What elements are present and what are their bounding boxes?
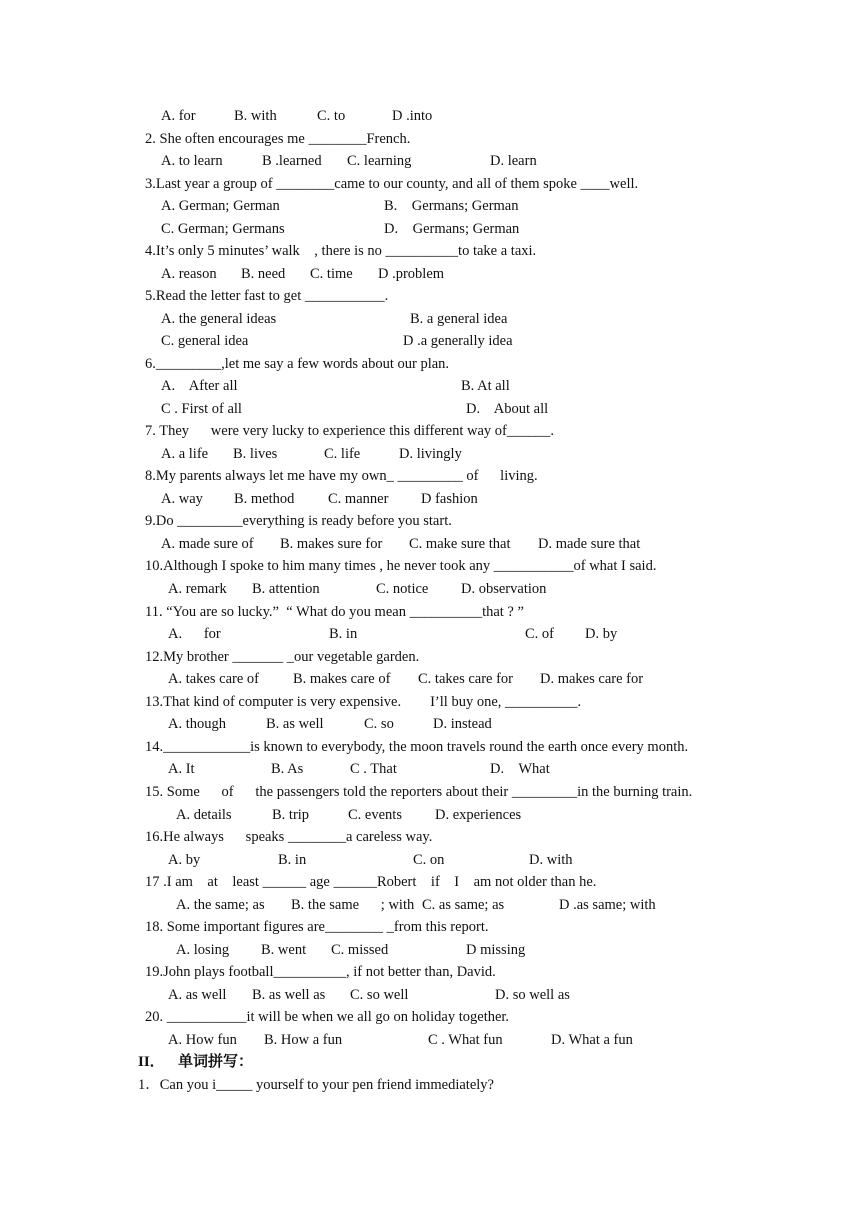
q5-option-c: C. general idea xyxy=(161,333,249,349)
q19-stem: 19.John plays football__________, if not better than, David. xyxy=(145,964,496,980)
q1-option-c: C. to xyxy=(317,108,346,124)
q13-option-a: A. though xyxy=(168,716,226,732)
q7-option-d: D. livingly xyxy=(399,446,462,462)
q14-option-a: A. It xyxy=(168,761,195,777)
q12-option-b: B. makes care of xyxy=(293,671,391,687)
q8-stem: 8.My parents always let me have my own_ _________ of living. xyxy=(145,468,538,484)
q20-option-d: D. What a fun xyxy=(551,1032,633,1048)
q6-option-b: B. At all xyxy=(461,378,510,394)
q14-stem: 14.____________is known to everybody, the moon travels round the earth once every month. xyxy=(145,739,689,755)
section-2-number: II． xyxy=(138,1054,165,1070)
q2-option-a: A. to learn xyxy=(161,153,223,169)
q15-option-a: A. details xyxy=(176,807,232,823)
q8-option-a: A. way xyxy=(161,491,203,507)
q6-option-c: C . First of all xyxy=(161,401,242,417)
q20-stem: 20. ___________it will be when we all go on holiday together. xyxy=(145,1009,510,1025)
q19-option-b: B. as well as xyxy=(252,987,326,1003)
q13-option-b: B. as well xyxy=(266,716,324,732)
q17-option-a: A. the same; as xyxy=(176,897,265,913)
q16-stem: 16.He always speaks ________a careless way. xyxy=(145,829,433,845)
q15-stem: 15. Some of the passengers told the reporters about their _________in the burning train. xyxy=(145,784,693,800)
q5-stem: 5.Read the letter fast to get ___________. xyxy=(145,288,389,304)
q11-stem: 11. “You are so lucky.” “ What do you mean __________that ? ” xyxy=(145,604,524,620)
q10-option-c: C. notice xyxy=(376,581,429,597)
q15-option-d: D. experiences xyxy=(435,807,522,823)
q2-option-c: C. learning xyxy=(347,153,412,169)
q9-option-c: C. make sure that xyxy=(409,536,511,552)
q14-option-d: D. What xyxy=(490,761,550,777)
q20-option-c: C . What fun xyxy=(428,1032,503,1048)
section-2-title: 单词拼写： xyxy=(178,1054,254,1070)
q4-option-d: D .problem xyxy=(378,266,445,282)
q6-stem: 6._________,let me say a few words about our plan. xyxy=(145,356,450,372)
q16-option-d: D. with xyxy=(529,852,573,868)
q17-option-c: C. as same; as xyxy=(422,897,505,913)
q8-option-d: D fashion xyxy=(421,491,478,507)
q6-option-a: A. After all xyxy=(161,378,238,394)
q13-option-c: C. so xyxy=(364,716,394,732)
q6-option-d: D. About all xyxy=(466,401,549,417)
q9-option-a: A. made sure of xyxy=(161,536,254,552)
q4-option-b: B. need xyxy=(241,266,286,282)
q1-option-d: D .into xyxy=(392,108,433,124)
q11-option-b: B. in xyxy=(329,626,358,642)
q5-option-a: A. the general ideas xyxy=(161,311,277,327)
q4-option-a: A. reason xyxy=(161,266,217,282)
q16-option-c: C. on xyxy=(413,852,445,868)
q10-stem: 10.Although I spoke to him many times , he never took any ___________of what I said. xyxy=(145,558,657,574)
q1-option-b: B. with xyxy=(234,108,277,124)
q19-option-d: D. so well as xyxy=(495,987,570,1003)
q19-option-a: A. as well xyxy=(168,987,227,1003)
q12-option-a: A. takes care of xyxy=(168,671,259,687)
q11-option-a: A. for xyxy=(168,626,221,642)
q7-stem: 7. They were very lucky to experience this different way of______. xyxy=(145,423,554,439)
q14-option-c: C . That xyxy=(350,761,397,777)
q2-option-d: D. learn xyxy=(490,153,537,169)
q10-option-b: B. attention xyxy=(252,581,320,597)
q11-option-d: D. by xyxy=(585,626,618,642)
q9-option-b: B. makes sure for xyxy=(280,536,383,552)
q19-option-c: C. so well xyxy=(350,987,409,1003)
q2-option-b: B .learned xyxy=(262,153,322,169)
q17-stem: 17 .I am at least ______ age ______Robert if I am not older than he. xyxy=(145,874,597,890)
q10-option-a: A. remark xyxy=(168,581,227,597)
q7-option-c: C. life xyxy=(324,446,361,462)
q10-option-d: D. observation xyxy=(461,581,547,597)
q12-stem: 12.My brother _______ _our vegetable garden. xyxy=(145,649,420,665)
q14-option-b: B. As xyxy=(271,761,304,777)
q7-option-b: B. lives xyxy=(233,446,278,462)
q3-option-d: D. Germans; German xyxy=(384,221,520,237)
q20-option-a: A. How fun xyxy=(168,1032,237,1048)
q3-option-b: B. Germans; German xyxy=(384,198,519,214)
q3-stem: 3.Last year a group of ________came to our county, and all of them spoke ____well. xyxy=(145,176,639,192)
q18-option-c: C. missed xyxy=(331,942,389,958)
q2-stem: 2. She often encourages me ________French. xyxy=(145,131,411,147)
q17-option-d: D .as same; with xyxy=(559,897,656,913)
q18-stem: 18. Some important figures are________ _from this report. xyxy=(145,919,489,935)
q8-option-b: B. method xyxy=(234,491,295,507)
q15-option-b: B. trip xyxy=(272,807,310,823)
q12-option-c: C. takes care for xyxy=(418,671,514,687)
q4-option-c: C. time xyxy=(310,266,353,282)
q5-option-b: B. a general idea xyxy=(410,311,508,327)
q16-option-a: A. by xyxy=(168,852,201,868)
q13-stem: 13.That kind of computer is very expensive. I’ll buy one, __________. xyxy=(145,694,582,710)
q20-option-b: B. How a fun xyxy=(264,1032,343,1048)
q3-option-a: A. German; German xyxy=(161,198,280,214)
spelling-item-1: 1．Can you i_____ yourself to your pen friend immediately? xyxy=(138,1077,494,1093)
q13-option-d: D. instead xyxy=(433,716,492,732)
q9-stem: 9.Do _________everything is ready before you start. xyxy=(145,513,452,529)
q16-option-b: B. in xyxy=(278,852,307,868)
q1-option-a: A. for xyxy=(161,108,196,124)
q7-option-a: A. a life xyxy=(161,446,209,462)
q12-option-d: D. makes care for xyxy=(540,671,644,687)
q4-stem: 4.It’s only 5 minutes’ walk , there is no __________to take a taxi. xyxy=(145,243,537,259)
q18-option-d: D missing xyxy=(466,942,526,958)
q18-option-b: B. went xyxy=(261,942,307,958)
q9-option-d: D. made sure that xyxy=(538,536,641,552)
q8-option-c: C. manner xyxy=(328,491,389,507)
q11-option-c: C. of xyxy=(525,626,554,642)
q15-option-c: C. events xyxy=(348,807,402,823)
q5-option-d: D .a generally idea xyxy=(403,333,513,349)
q18-option-a: A. losing xyxy=(176,942,230,958)
q17-option-b: B. the same ; with xyxy=(291,897,415,913)
q3-option-c: C. German; Germans xyxy=(161,221,285,237)
